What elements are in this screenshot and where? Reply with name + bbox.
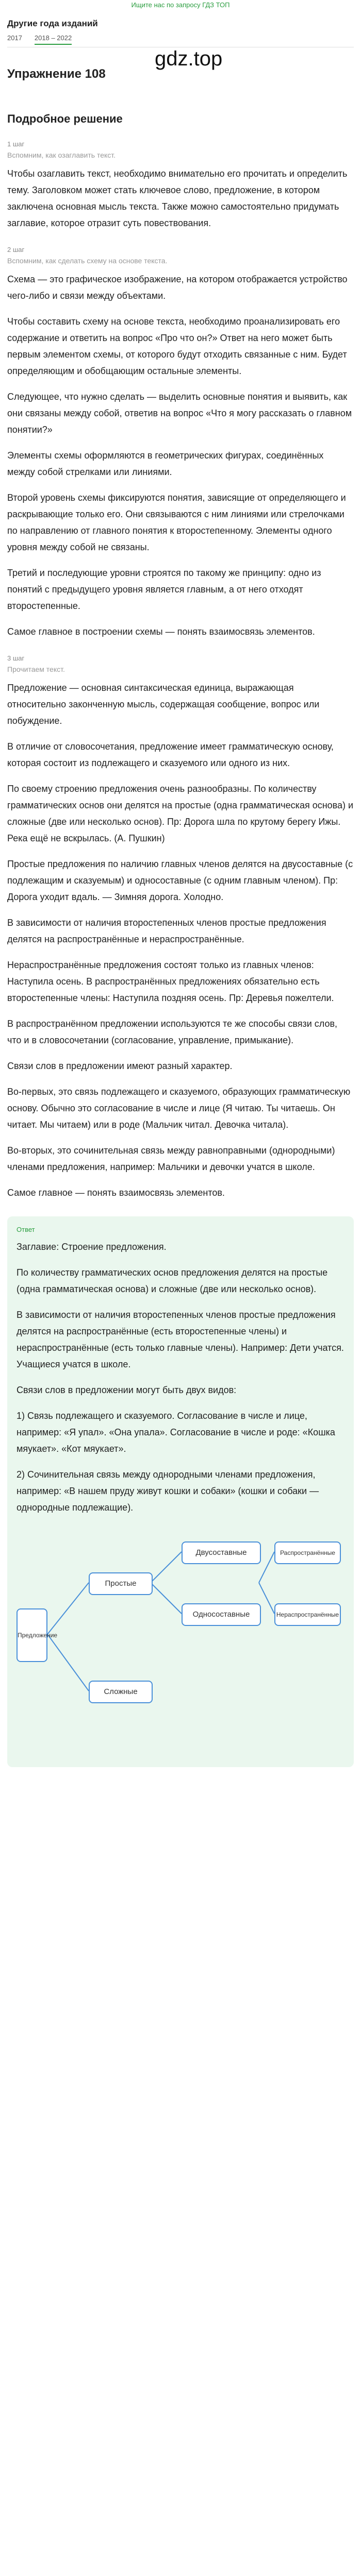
node-root <box>17 1608 58 1662</box>
node-two-part <box>182 1541 261 1564</box>
paragraph: 1) Связь подлежащего и сказуемого. Согласование в числе и лице, например: «Я упал». «Она упала». Согласование в числе и роде: «Кошка мяукает». «Кот мяукает». <box>17 1411 335 1454</box>
paragraph: 2) Сочинительная связь между однородными членами предложения, например: «В нашем пруду живут кошки и собаки» (кошки и собаки — однородные подлежащие). <box>17 1469 319 1513</box>
exercise-title: Упражнение 108 <box>7 67 106 81</box>
paragraph: Связи слов в предложении могут быть двух видов: <box>17 1385 237 1395</box>
paragraph: Схема — это графическое изображение, на котором отображается устройство чего-либо и связи между объектами. <box>7 274 348 301</box>
paragraph: В зависимости от наличия второстепенных членов простые предложения делятся на распространённые (есть второстепенные члены) и нераспространённые (есть только главные члены). Например: Дети учатся. Учащиеся учатся в школе. <box>17 1310 344 1369</box>
step-2 <box>7 246 354 640</box>
step-label: 3 шаг <box>7 654 25 662</box>
node-one-part <box>182 1603 261 1626</box>
paragraph: Самое главное — понять взаимосвязь элементов. <box>7 1188 225 1198</box>
paragraph: Предложение — основная синтаксическая единица, выражающая относительно законченную мысль, содержащая сообщение, вопрос или побуждение. <box>7 683 320 726</box>
watermark: gdz.top <box>155 47 223 70</box>
paragraph: В распространённом предложении используются те же способы связи слов, что и в словосочетании (согласование, управление, примыкание). <box>7 1019 338 1045</box>
node-extended <box>274 1541 341 1564</box>
paragraph: По своему строению предложения очень разнообразны. По количеству грамматических основ они делятся на простые (одна грамматическая основа) и сложные (две или несколько основ). Пр: Дорога шла по крутому берегу Ижы. Река ещё не вскрылась. (А. Пушкин) <box>7 784 354 843</box>
node-label: Простые <box>105 1579 137 1588</box>
paragraph: Третий и последующие уровни строятся по такому же принципу: одно из понятий с предыдущего уровня является главным, а от него отходят второстепенные. <box>7 568 321 611</box>
paragraph: Следующее, что нужно сделать — выделить основные понятия и выявить, как они связаны между собой, ответив на вопрос «Что я могу рассказать о главном понятии?» <box>7 392 352 435</box>
top-link[interactable]: Ищите нас по запросу ГДЗ ТОП <box>131 1 230 9</box>
paragraph: Связи слов в предложении имеют разный характер. <box>7 1061 233 1071</box>
paragraph: По количеству грамматических основ предложения делятся на простые (одна грамматическая основа) и сложные (две или несколько основ). <box>17 1267 328 1294</box>
step-task: Вспомним, как озаглавить текст. <box>7 151 116 159</box>
sentence-structure-diagram <box>17 1526 344 1742</box>
solution-content <box>0 140 361 1201</box>
step-task: Вспомним, как сделать схему на основе текста. <box>7 257 168 265</box>
paragraph: Во-первых, это связь подлежащего и сказуемого, образующих грамматическую основу. Обычно это согласование в числе и лице (Я читаю. Ты читаешь. Он читает. Мы читаем) или в роде (Мальчик читал. Девочка читала). <box>7 1087 351 1130</box>
paragraph: В отличие от словосочетания, предложение имеет грамматическую основу, которая состоит из подлежащего и сказуемого или одного из них. <box>7 741 334 768</box>
paragraph: Самое главное в построении схемы — понять взаимосвязь элементов. <box>7 626 315 637</box>
node-label: Распространённые <box>280 1549 335 1556</box>
paragraph: Во-вторых, это сочинительная связь между равноправными (однородными) членами предложения, например: Мальчики и девочки учатся в школе. <box>7 1145 335 1172</box>
node-non-extended <box>274 1603 341 1626</box>
node-label: Односоставные <box>192 1610 250 1619</box>
node-label: Предложение <box>18 1632 58 1639</box>
step-task: Прочитаем текст. <box>7 665 65 673</box>
node-complex <box>89 1681 153 1703</box>
paragraph: Элементы схемы оформляются в геометрических фигурах, соединённых между собой стрелками или линиями. <box>7 450 324 477</box>
year-tab-2017[interactable]: 2017 <box>7 34 22 42</box>
answer-box <box>7 1216 354 1767</box>
year-tabs <box>7 34 361 45</box>
node-label: Нераспространённые <box>276 1611 339 1618</box>
node-simple <box>89 1572 153 1595</box>
solution-title: Подробное решение <box>7 112 123 125</box>
step-1 <box>7 140 354 231</box>
answer-title: Заглавие: Строение предложения. <box>17 1242 167 1252</box>
paragraph: В зависимости от наличия второстепенных членов простые предложения делятся на распространённые и нераспространённые. <box>7 918 326 944</box>
step-3 <box>7 654 354 1201</box>
step-label: 1 шаг <box>7 140 25 148</box>
node-label: Двусоставные <box>195 1548 247 1557</box>
paragraph: Второй уровень схемы фиксируются понятия, зависящие от определяющего и раскрывающие только его. Они связываются с ним линиями или стрелочками по направлению от главного понятия к второстепенному. Элементы одного уровня между собой не связаны. <box>7 493 346 552</box>
answer-label: Ответ <box>17 1226 35 1233</box>
node-label: Сложные <box>104 1687 138 1696</box>
paragraph: Нераспространённые предложения состоят только из главных членов: Наступила осень. В распространённых предложениях обязательно есть второстепенные члены: Наступила поздняя осень. Пр: Деревья пожелтели. <box>7 960 334 1003</box>
paragraph: Чтобы составить схему на основе текста, необходимо проанализировать его содержание и ответить на вопрос «Про что он?» Ответ на него может быть первым элементом схемы, от которого будут отходить связанные с ним. Будет определяющим и обобщающим остальные элементы. <box>7 316 347 376</box>
year-tab-2018-2022[interactable]: 2018 – 2022 <box>35 34 72 45</box>
step-label: 2 шаг <box>7 246 25 253</box>
paragraph: Чтобы озаглавить текст, необходимо внимательно его прочитать и определить тему. Заголовком может стать ключевое слово, предложение, в котором заключена основная мысль текста. Также можно самостоятельно придумать заглавие, которое отразит суть повествования. <box>7 168 348 228</box>
other-years-title: Другие года изданий <box>7 19 98 28</box>
paragraph: Простые предложения по наличию главных членов делятся на двусоставные (с подлежащим и сказуемым) и односоставные (с одним главным членом). Пр: Дорога уходит вдаль. — Зимняя дорога. Холодно. <box>7 859 353 902</box>
